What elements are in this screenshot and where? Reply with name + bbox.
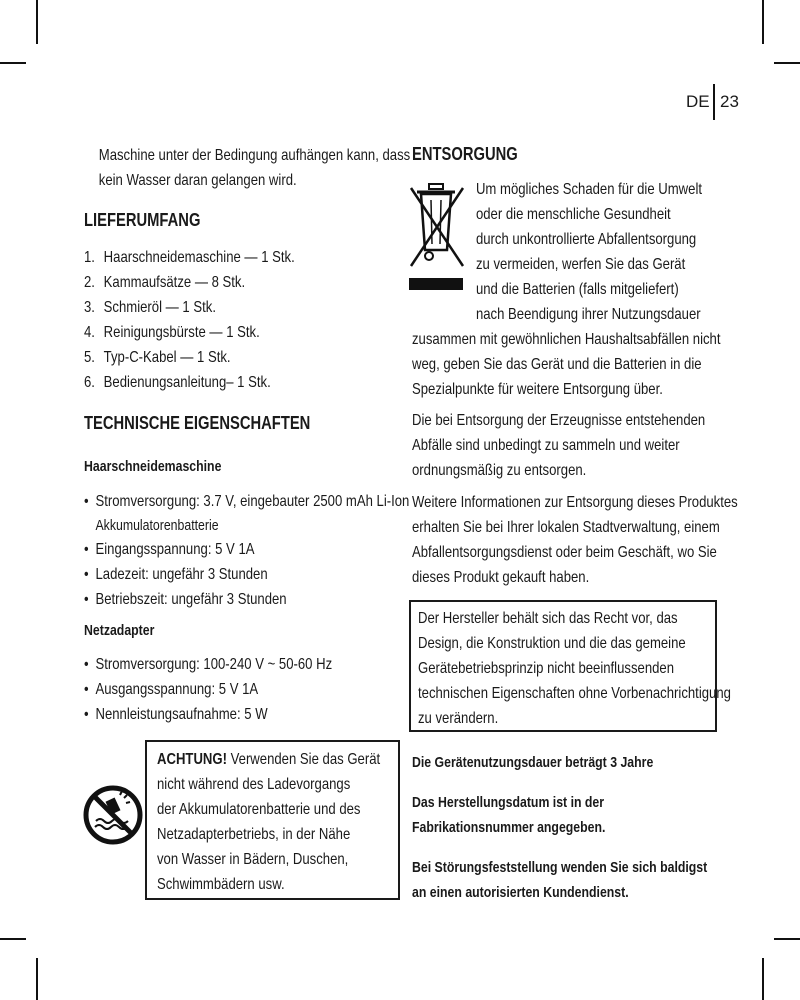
warning-box (145, 740, 400, 900)
bullet-continuation: Akkumulatorenbatterie (95, 517, 219, 534)
header-separator (713, 84, 715, 120)
crop-mark (774, 938, 800, 940)
notice-line: Der Hersteller behält sich das Recht vor, das (418, 610, 678, 627)
paragraph-line: Abfälle sind unbedingt zu sammeln und weiter (412, 437, 680, 454)
warning-line: Netzadapterbetriebs, in der Nähe (157, 826, 351, 843)
crop-mark (36, 958, 38, 1000)
crop-mark (774, 62, 800, 64)
production-date-line: Fabrikationsnummer angegeben. (412, 819, 606, 836)
page-header (686, 92, 739, 112)
paragraph-line: durch unkontrollierte Abfallentsorgung (475, 231, 697, 248)
intro-line: kein Wasser daran gelangen wird. (98, 172, 297, 189)
language-code: DE (686, 92, 710, 111)
service-line: Bei Störungsfeststellung wenden Sie sich baldigst (412, 859, 708, 876)
crop-mark (36, 0, 38, 44)
warning-line: ACHTUNG! Verwenden Sie das Gerät (157, 751, 381, 768)
paragraph-line: oder die menschliche Gesundheit (475, 206, 671, 223)
no-water-warning-icon (82, 775, 144, 855)
crop-mark (762, 0, 764, 44)
warning-line: Schwimmbädern usw. (157, 876, 285, 893)
paragraph-line: ordnungsmäßig zu entsorgen. (412, 462, 587, 479)
paragraph-line: zusammen mit gewöhnlichen Haushaltsabfällen nicht (412, 331, 721, 348)
paragraph-line: erhalten Sie bei Ihrer lokalen Stadtverwaltung, einem (412, 519, 720, 536)
paragraph-line: nach Beendigung ihrer Nutzungsdauer (475, 306, 701, 323)
warning-line: der Akkumulatorenbatterie und des (157, 801, 361, 818)
subheading-netzadapter: Netzadapter (84, 622, 155, 639)
paragraph-line: Um mögliches Schaden für die Umwelt (475, 181, 703, 198)
subheading-haarschneidemaschine: Haarschneidemaschine (84, 458, 222, 475)
notice-line: technischen Eigenschaften ohne Vorbenachrichtigung (418, 685, 731, 702)
crossed-out-bin-icon (405, 180, 467, 298)
section-title-lieferumfang: LIEFERUMFANG (84, 210, 201, 230)
manufacturer-notice-box (409, 600, 731, 732)
paragraph-line: dieses Produkt gekauft haben. (412, 569, 590, 586)
crop-mark (0, 62, 26, 64)
paragraph-line: Weitere Informationen zur Entsorgung dieses Produktes (412, 494, 738, 511)
paragraph-line: Spezialpunkte für weitere Entsorgung über. (412, 381, 663, 398)
warning-line: nicht während des Ladevorgangs (157, 776, 351, 793)
crop-mark (0, 938, 26, 940)
service-line: an einen autorisierten Kundendienst. (412, 884, 629, 901)
paragraph-line: weg, geben Sie das Gerät und die Batterien in die (412, 356, 702, 373)
crop-mark (762, 958, 764, 1000)
notice-line: zu verändern. (418, 710, 499, 727)
warning-label: ACHTUNG! (157, 751, 227, 768)
intro-line: Maschine unter der Bedingung aufhängen kann, dass (98, 147, 411, 164)
paragraph-line: Abfallentsorgungsdienst oder beim Geschäft, wo Sie (412, 544, 717, 561)
lifetime-statement: Die Gerätenutzungsdauer beträgt 3 Jahre (412, 754, 654, 771)
section-title-entsorgung: ENTSORGUNG (412, 144, 518, 164)
production-date-line: Das Herstellungsdatum ist in der (412, 794, 605, 811)
notice-line: Gerätebetriebsprinzip nicht beeinflussenden (418, 660, 675, 677)
paragraph-line: zu vermeiden, werfen Sie das Gerät (475, 256, 686, 273)
section-title-technische-eigenschaften: TECHNISCHE EIGENSCHAFTEN (84, 413, 311, 433)
warning-line: von Wasser in Bädern, Duschen, (157, 851, 349, 868)
paragraph-line: Die bei Entsorgung der Erzeugnisse entstehenden (412, 412, 706, 429)
page-number: 23 (720, 92, 739, 111)
notice-line: Design, die Konstruktion und die das gemeine (418, 635, 686, 652)
paragraph-line: und die Batterien (falls mitgeliefert) (475, 281, 679, 298)
